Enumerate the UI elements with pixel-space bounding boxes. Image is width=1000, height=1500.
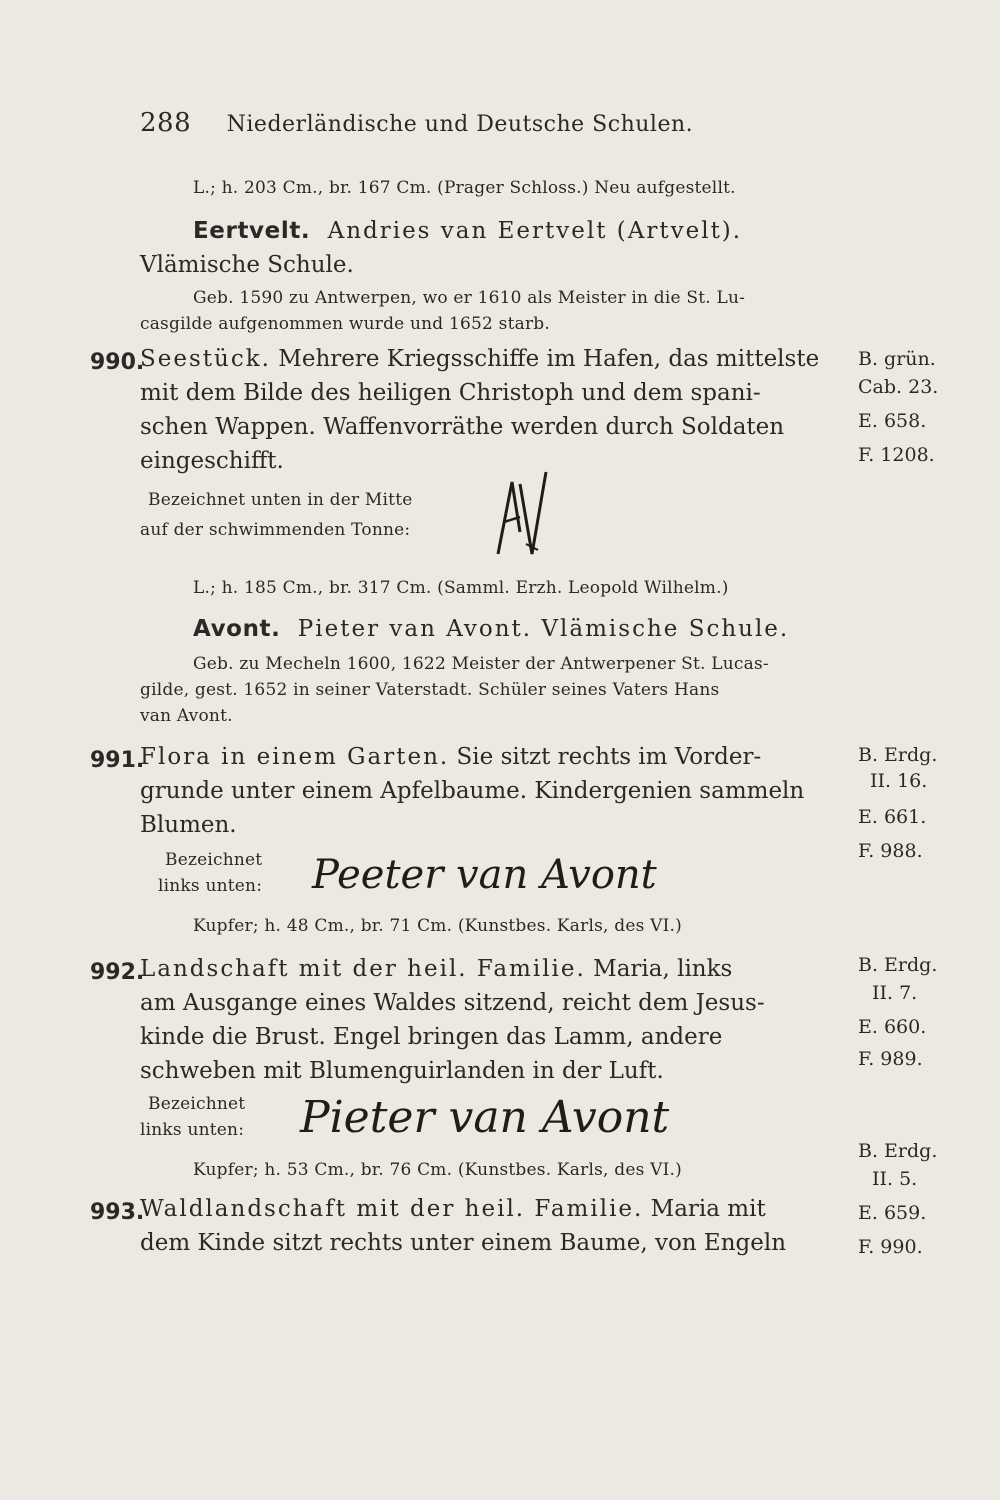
entry-line bbox=[140, 956, 732, 982]
signature-label: Bezeichnet bbox=[165, 850, 263, 870]
entry-text: Maria mit bbox=[650, 1196, 766, 1222]
entry-text: am Ausgange eines Waldes sitzend, reicht dem Jesus- bbox=[140, 990, 765, 1016]
entry-text: Sie sitzt rechts im Vorder- bbox=[456, 744, 762, 770]
entry-text: eingeschifft. bbox=[140, 448, 284, 474]
entry-text: grunde unter einem Apfelbaume. Kindergenien sammeln bbox=[140, 778, 805, 804]
catalogue-ref: F. 990. bbox=[858, 1236, 923, 1258]
page-header bbox=[140, 108, 693, 138]
entry-number: 991. bbox=[90, 748, 145, 773]
entry-meta: Kupfer; h. 53 Cm., br. 76 Cm. (Kunstbes. Karls, des VI.) bbox=[193, 1160, 682, 1180]
artist-full-name: Pieter van Avont. Vlämische Schule. bbox=[297, 616, 790, 642]
signature-label: Bezeichnet bbox=[148, 1094, 246, 1114]
entry-number: 990. bbox=[90, 350, 145, 375]
entry-title: Waldlandschaft mit der heil. Familie. bbox=[140, 1196, 644, 1222]
signature-label: auf der schwimmenden Tonne: bbox=[140, 520, 411, 540]
catalogue-ref: B. Erdg. bbox=[858, 744, 938, 766]
monogram-drawing bbox=[490, 462, 560, 562]
catalogue-ref: B. Erdg. bbox=[858, 954, 938, 976]
monogram-signature bbox=[490, 462, 560, 566]
handwritten-signature: Peeter van Avont bbox=[312, 852, 657, 898]
artist-bio-line: van Avont. bbox=[140, 706, 233, 726]
entry-meta: L.; h. 185 Cm., br. 317 Cm. (Samml. Erzh. Leopold Wilhelm.) bbox=[193, 578, 729, 598]
running-title: Niederländische und Deutsche Schulen. bbox=[226, 112, 694, 137]
catalogue-ref: Cab. 23. bbox=[858, 376, 939, 398]
catalogue-ref: E. 660. bbox=[858, 1016, 927, 1038]
entry-line bbox=[140, 744, 761, 770]
catalogue-ref: E. 661. bbox=[858, 806, 927, 828]
catalogue-ref: B. Erdg. bbox=[858, 1140, 938, 1162]
catalogue-ref: B. grün. bbox=[858, 348, 936, 370]
signature-label: links unten: bbox=[140, 1120, 245, 1140]
entry-text: Mehrere Kriegsschiffe im Hafen, das mittelste bbox=[278, 346, 820, 372]
entry-text: mit dem Bilde des heiligen Christoph und dem spani- bbox=[140, 380, 761, 406]
signature-label: Bezeichnet unten in der Mitte bbox=[148, 490, 413, 510]
entry-title: Flora in einem Garten. bbox=[140, 744, 450, 770]
entry-line bbox=[140, 346, 819, 372]
entry-line bbox=[140, 1196, 766, 1222]
catalogue-ref: E. 658. bbox=[858, 410, 927, 432]
page-number: 288 bbox=[140, 108, 192, 138]
artist-short-name: Eertvelt. bbox=[193, 218, 311, 244]
entry-text: dem Kinde sitzt rechts unter einem Baume, von Engeln bbox=[140, 1230, 787, 1256]
entry-text: schen Wappen. Waffenvorräthe werden durch Soldaten bbox=[140, 414, 785, 440]
entry-number: 993. bbox=[90, 1200, 145, 1225]
artist-bio-line: Geb. 1590 zu Antwerpen, wo er 1610 als Meister in die St. Lu- bbox=[193, 288, 746, 308]
artist-heading-eertvelt bbox=[193, 218, 742, 244]
entry-text: Blumen. bbox=[140, 812, 237, 838]
previous-entry-meta: L.; h. 203 Cm., br. 167 Cm. (Prager Schloss.) Neu aufgestellt. bbox=[193, 178, 736, 198]
entry-text: Maria, links bbox=[593, 956, 733, 982]
entry-meta: Kupfer; h. 48 Cm., br. 71 Cm. (Kunstbes. Karls, des VI.) bbox=[193, 916, 682, 936]
entry-title: Seestück. bbox=[140, 346, 271, 372]
signature-label: links unten: bbox=[158, 876, 263, 896]
catalogue-ref: II. 16. bbox=[870, 770, 928, 792]
catalogue-ref: F. 989. bbox=[858, 1048, 923, 1070]
artist-bio-line: gilde, gest. 1652 in seiner Vaterstadt. Schüler seines Vaters Hans bbox=[140, 680, 720, 700]
entry-text: schweben mit Blumenguirlanden in der Luft. bbox=[140, 1058, 664, 1084]
artist-school: Vlämische Schule. bbox=[140, 252, 354, 278]
handwritten-signature: Pieter van Avont bbox=[300, 1092, 670, 1143]
catalogue-ref: E. 659. bbox=[858, 1202, 927, 1224]
artist-bio-line: Geb. zu Mecheln 1600, 1622 Meister der Antwerpener St. Lucas- bbox=[193, 654, 769, 674]
artist-full-name: Andries van Eertvelt (Artvelt). bbox=[327, 218, 743, 244]
catalogue-ref: F. 1208. bbox=[858, 444, 935, 466]
entry-title: Landschaft mit der heil. Familie. bbox=[140, 956, 586, 982]
entry-number: 992. bbox=[90, 960, 145, 985]
artist-bio-line: casgilde aufgenommen wurde und 1652 starb. bbox=[140, 314, 550, 334]
catalogue-ref: II. 5. bbox=[872, 1168, 918, 1190]
entry-text: kinde die Brust. Engel bringen das Lamm, andere bbox=[140, 1024, 723, 1050]
catalogue-ref: II. 7. bbox=[872, 982, 918, 1004]
artist-heading-avont bbox=[193, 616, 789, 642]
catalogue-ref: F. 988. bbox=[858, 840, 923, 862]
artist-short-name: Avont. bbox=[193, 616, 281, 642]
